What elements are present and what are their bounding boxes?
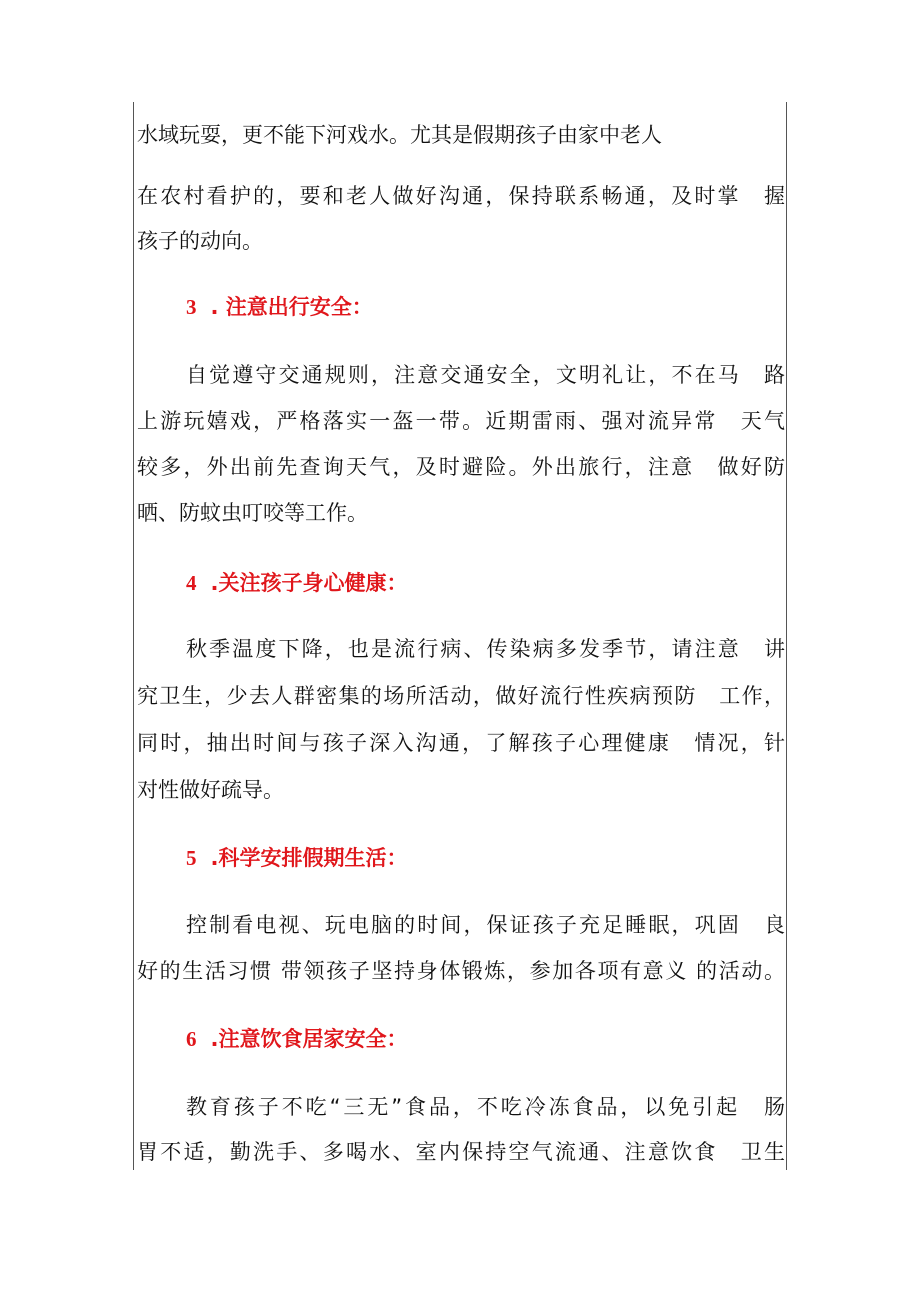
body-line: 同时，抽出时间与孩子深入沟通，了解孩子心理健康 情况，针	[137, 731, 785, 755]
body-line: 水域玩耍，更不能下河戏水。尤其是假期孩子由家中老人	[137, 123, 662, 147]
body-line: 秋季温度下降，也是流行病、传染病多发季节，请注意 讲	[186, 637, 785, 661]
section-number: 4	[186, 571, 197, 595]
section-heading-6	[186, 1024, 407, 1054]
section-title: .关注孩子身心健康：	[210, 571, 408, 595]
section-title: .科学安排假期生活：	[210, 846, 408, 870]
section-number: 3	[186, 295, 197, 319]
body-line: 控制看电视、玩电脑的时间，保证孩子充足睡眠，巩固 良	[186, 913, 785, 937]
body-line: 孩子的动向。	[137, 229, 263, 253]
body-line: 究卫生，少去人群密集的场所活动，做好流行性疾病预防 工作，	[137, 684, 785, 708]
section-number: 6	[186, 1027, 197, 1051]
section-heading-4	[186, 568, 407, 598]
section-title: .注意饮食居家安全：	[210, 1027, 408, 1051]
section-title: . 注意出行安全：	[210, 295, 373, 319]
body-line: 胃不适，勤洗手、多喝水、室内保持空气流通、注意饮食 卫生	[137, 1140, 785, 1164]
body-line: 上游玩嬉戏，严格落实一盔一带。近期雷雨、强对流异常 天气	[137, 409, 785, 433]
body-line: 自觉遵守交通规则，注意交通安全，文明礼让，不在马 路	[186, 363, 785, 387]
section-number: 5	[186, 846, 197, 870]
body-line: 对性做好疏导。	[137, 778, 284, 802]
section-heading-5	[186, 843, 407, 873]
body-line: 在农村看护的，要和老人做好沟通，保持联系畅通，及时掌 握	[137, 184, 785, 208]
body-line: 好的生活习惯 带领孩子坚持身体锻炼，参加各项有意义 的活动。	[137, 959, 785, 983]
body-line: 较多，外出前先查询天气，及时避险。外出旅行，注意 做好防	[137, 455, 785, 479]
section-heading-3	[186, 292, 373, 322]
body-line: 晒、防蚊虫叮咬等工作。	[137, 501, 368, 525]
body-line: 教育孩子不吃“三无”食品，不吃冷冻食品，以免引起 肠	[186, 1095, 785, 1119]
